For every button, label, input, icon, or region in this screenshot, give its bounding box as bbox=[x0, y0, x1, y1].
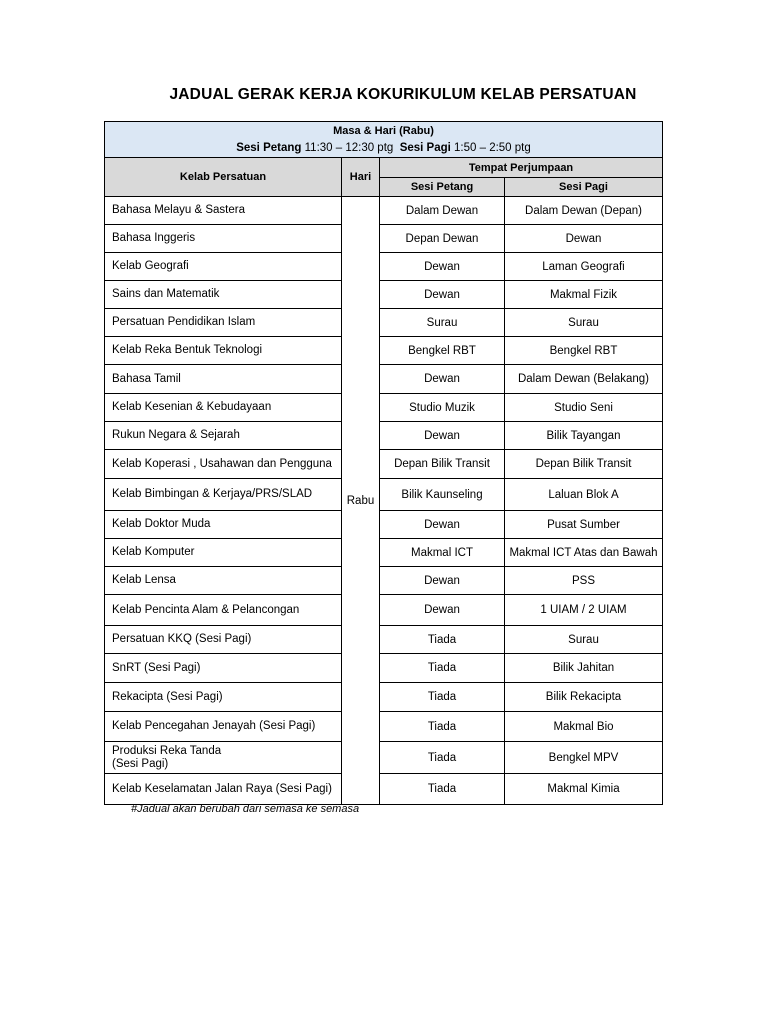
club-column-header: Kelab Persatuan bbox=[105, 158, 342, 197]
club-name-cell bbox=[105, 394, 342, 422]
masa-hari-header-row bbox=[105, 122, 663, 158]
club-name: Kelab Lensa bbox=[112, 574, 176, 586]
club-name-cell bbox=[105, 511, 342, 539]
club-name-cell bbox=[105, 309, 342, 337]
table-row bbox=[105, 422, 663, 450]
club-name-cell bbox=[105, 654, 342, 683]
pagi-location-cell: Makmal Fizik bbox=[505, 281, 663, 309]
petang-location-cell: Depan Dewan bbox=[380, 225, 505, 253]
club-name-cell bbox=[105, 712, 342, 742]
club-name: Kelab Kesenian & Kebudayaan bbox=[112, 401, 272, 413]
hari-cell: Rabu bbox=[342, 197, 380, 805]
table-row bbox=[105, 626, 663, 654]
table-row bbox=[105, 539, 663, 567]
table-row bbox=[105, 365, 663, 394]
pagi-location-cell: Bengkel RBT bbox=[505, 337, 663, 365]
club-name: Kelab Komputer bbox=[112, 546, 195, 558]
petang-location-cell: Makmal ICT bbox=[380, 539, 505, 567]
club-name: Kelab Doktor Muda bbox=[112, 518, 211, 530]
table-row bbox=[105, 394, 663, 422]
club-name-cell bbox=[105, 742, 342, 774]
petang-location-cell: Bilik Kaunseling bbox=[380, 479, 505, 511]
club-name: Kelab Koperasi , Usahawan dan Pengguna bbox=[112, 457, 332, 470]
tempat-column-header: Tempat Perjumpaan bbox=[380, 158, 663, 178]
table-row bbox=[105, 742, 663, 774]
pagi-location-cell: Laluan Blok A bbox=[505, 479, 663, 511]
petang-location-cell: Dalam Dewan bbox=[380, 197, 505, 225]
petang-location-cell: Tiada bbox=[380, 774, 505, 805]
table-row bbox=[105, 253, 663, 281]
pagi-location-cell: Bengkel MPV bbox=[505, 742, 663, 774]
petang-location-cell: Dewan bbox=[380, 595, 505, 626]
club-name: Kelab Pencegahan Jenayah (Sesi Pagi) bbox=[112, 720, 316, 732]
table-row bbox=[105, 309, 663, 337]
petang-location-cell: Surau bbox=[380, 309, 505, 337]
table-row bbox=[105, 225, 663, 253]
masa-hari-title: Masa & Hari (Rabu) bbox=[333, 124, 434, 137]
table-row bbox=[105, 712, 663, 742]
schedule-table bbox=[104, 121, 663, 805]
club-name-cell bbox=[105, 337, 342, 365]
club-name-cell bbox=[105, 365, 342, 394]
pagi-column-header: Sesi Pagi bbox=[505, 178, 663, 197]
club-name-cell bbox=[105, 539, 342, 567]
petang-location-cell: Tiada bbox=[380, 683, 505, 712]
petang-location-cell: Depan Bilik Transit bbox=[380, 450, 505, 479]
sesi-petang-label: Sesi Petang bbox=[236, 141, 302, 154]
pagi-location-cell: Makmal Kimia bbox=[505, 774, 663, 805]
pagi-location-cell: Dalam Dewan (Belakang) bbox=[505, 365, 663, 394]
table-row bbox=[105, 683, 663, 712]
petang-location-cell: Dewan bbox=[380, 422, 505, 450]
masa-hari-header bbox=[105, 122, 663, 158]
club-name-cell bbox=[105, 683, 342, 712]
table-row bbox=[105, 511, 663, 539]
petang-location-cell: Bengkel RBT bbox=[380, 337, 505, 365]
column-header-row bbox=[105, 158, 663, 178]
pagi-location-cell: Dalam Dewan (Depan) bbox=[505, 197, 663, 225]
club-name: Persatuan Pendidikan Islam bbox=[112, 316, 256, 328]
session-times bbox=[105, 139, 662, 157]
club-name: Rekacipta (Sesi Pagi) bbox=[112, 690, 223, 703]
pagi-location-cell: PSS bbox=[505, 567, 663, 595]
table-row bbox=[105, 774, 663, 805]
club-name-cell bbox=[105, 422, 342, 450]
pagi-location-cell: Makmal Bio bbox=[505, 712, 663, 742]
club-name-cell bbox=[105, 450, 342, 479]
petang-location-cell: Tiada bbox=[380, 712, 505, 742]
petang-column-header: Sesi Petang bbox=[380, 178, 505, 197]
table-row bbox=[105, 450, 663, 479]
pagi-location-cell: Bilik Tayangan bbox=[505, 422, 663, 450]
petang-location-cell: Dewan bbox=[380, 365, 505, 394]
table-row bbox=[105, 281, 663, 309]
page-title: JADUAL GERAK KERJA KOKURIKULUM KELAB PERSATUAN bbox=[169, 86, 637, 103]
sesi-pagi-time: 1:50 – 2:50 ptg bbox=[454, 141, 531, 154]
club-name: Persatuan KKQ (Sesi Pagi) bbox=[112, 633, 252, 645]
table-row bbox=[105, 337, 663, 365]
petang-location-cell: Dewan bbox=[380, 511, 505, 539]
club-name: Kelab Keselamatan Jalan Raya (Sesi Pagi) bbox=[112, 782, 332, 795]
club-name-cell bbox=[105, 595, 342, 626]
sesi-petang-time: 11:30 – 12:30 ptg bbox=[304, 141, 394, 154]
club-name: Bahasa Inggeris bbox=[112, 232, 196, 244]
petang-location-cell: Dewan bbox=[380, 567, 505, 595]
club-name-cell bbox=[105, 253, 342, 281]
table-row bbox=[105, 654, 663, 683]
club-name-cell bbox=[105, 197, 342, 225]
pagi-location-cell: Bilik Rekacipta bbox=[505, 683, 663, 712]
table-row bbox=[105, 567, 663, 595]
club-name: Rukun Negara & Sejarah bbox=[112, 429, 240, 441]
footnote: #Jadual akan berubah dari semasa ke semasa bbox=[131, 803, 360, 815]
pagi-location-cell: Dewan bbox=[505, 225, 663, 253]
table-row bbox=[105, 197, 663, 225]
petang-location-cell: Studio Muzik bbox=[380, 394, 505, 422]
club-name: Sains dan Matematik bbox=[112, 288, 220, 300]
club-name-cell bbox=[105, 774, 342, 805]
club-name: Bahasa Tamil bbox=[112, 372, 181, 385]
club-name: Produksi Reka Tanda bbox=[112, 744, 222, 757]
table-row bbox=[105, 479, 663, 511]
pagi-location-cell: Studio Seni bbox=[505, 394, 663, 422]
club-name: Bahasa Melayu & Sastera bbox=[112, 204, 245, 216]
club-name: Kelab Reka Bentuk Teknologi bbox=[112, 344, 263, 356]
pagi-location-cell: Depan Bilik Transit bbox=[505, 450, 663, 479]
club-name-cell bbox=[105, 567, 342, 595]
club-name: Kelab Bimbingan & Kerjaya/PRS/SLAD bbox=[112, 488, 313, 500]
club-name-cell bbox=[105, 225, 342, 253]
club-name: Kelab Geografi bbox=[112, 260, 189, 272]
table-row bbox=[105, 595, 663, 626]
club-name-cell bbox=[105, 479, 342, 511]
petang-location-cell: Tiada bbox=[380, 654, 505, 683]
pagi-location-cell: Surau bbox=[505, 309, 663, 337]
club-name: Kelab Pencinta Alam & Pelancongan bbox=[112, 603, 300, 616]
hari-column-header: Hari bbox=[342, 158, 380, 197]
club-name: SnRT (Sesi Pagi) bbox=[112, 661, 201, 674]
sesi-pagi-label: Sesi Pagi bbox=[399, 141, 451, 154]
pagi-location-cell: Bilik Jahitan bbox=[505, 654, 663, 683]
pagi-location-cell: Surau bbox=[505, 626, 663, 654]
petang-location-cell: Tiada bbox=[380, 742, 505, 774]
petang-location-cell: Dewan bbox=[380, 253, 505, 281]
club-name-cell bbox=[105, 281, 342, 309]
petang-location-cell: Tiada bbox=[380, 626, 505, 654]
club-name-cell bbox=[105, 626, 342, 654]
club-name-line2: (Sesi Pagi) bbox=[112, 757, 169, 770]
pagi-location-cell: Makmal ICT Atas dan Bawah bbox=[505, 539, 663, 567]
pagi-location-cell: 1 UIAM / 2 UIAM bbox=[505, 595, 663, 626]
pagi-location-cell: Pusat Sumber bbox=[505, 511, 663, 539]
pagi-location-cell: Laman Geografi bbox=[505, 253, 663, 281]
petang-location-cell: Dewan bbox=[380, 281, 505, 309]
